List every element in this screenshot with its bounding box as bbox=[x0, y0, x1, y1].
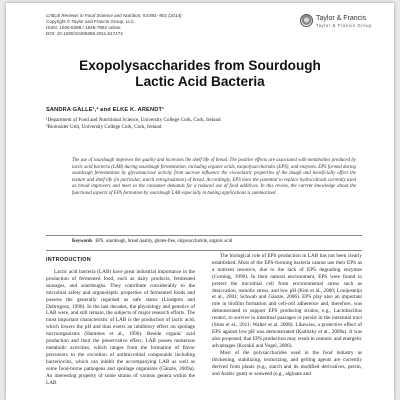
keywords bbox=[72, 239, 232, 245]
journal-info bbox=[46, 13, 266, 37]
publisher-tagline: Taylor & Francis Group bbox=[316, 23, 373, 28]
divider-bottom bbox=[46, 250, 362, 251]
article-authors: SANDRA GALLE¹,² and ELKE K. ARENDT¹ bbox=[46, 107, 165, 113]
publisher-name: Taylor & Francis bbox=[316, 15, 367, 22]
publisher-emblem-icon bbox=[300, 14, 313, 27]
journal-doi: DOI: 10.1080/10408398.2011.617474 bbox=[46, 31, 123, 36]
article-title bbox=[36, 58, 364, 90]
body-right-column-paragraph-1: The biological role of EPS production in LAB has not been clearly established. Most of the EPS-forming bacteria cannot use their EPS as a nutrient resource, due to the lack of EPS degrading enzymes (Cerning, 1990). In their natural environment, EPS were found to protect the microbial cell from environmental stress such as desiccation, osmotic stress, and low pH (Kim et al., 2000; Looijesteijn et al., 2001; Schwab and Gänzle, 2006). EPS play also an important role in biofilm formation and cell-cell adherence and, therefore, was demonstrated to support EPS producing strains, e.g., Lactobacillus reuteri, to survive in intestinal passages or persist in the intestinal tract (Sims et al., 2011; Walter et al. 2008). Likewise, a protective effect of EPS against low pH was demonstrated (Kaditzky et al., 2008a). It was also proposed, that EPS production may result in osmotic and energetic advantages (Korakli and Vogel, 2006). bbox=[212, 253, 362, 349]
body-right-column-paragraph-2: Most of the polysaccharides used in the food industry as thickening, stabilizing, texturizing, and gelling agents are currently derived from plants (e.g., starch and its modified derivatives, pectin, and Arabic gum) or seaweed (e.g., alginate and bbox=[212, 350, 362, 377]
abstract: The use of sourdough improves the quality and increases the shelf life of bread. The positive effects are associated with metabolites produced by lactic acid bacteria (LAB) during sourdough fermentation, including organic acids, exopolysaccharides (EPS), and enzymes. EPS formed during sourdough fermentation by glycansucrase activity from sucrose influence the viscoelastic properties of the dough and beneficially affect the texture and shelf life (in particular, starch retrogradation) of bread. Accordingly, EPS have the potential to replace hydrocolloids currently used as bread improvers and meet so the consumer demands for a reduced use of food additives. In this review, the current knowledge about the functional aspects of EPS formation by sourdough LAB especially in baking applications is summarized. bbox=[72, 158, 356, 196]
journal-copyright: Copyright © Taylor and Francis Group, LLC bbox=[46, 19, 135, 24]
section-heading-introduction: INTRODUCTION bbox=[46, 257, 91, 263]
keywords-label: Keywords bbox=[72, 239, 93, 244]
affiliation-2: ²Bioinsider Unit, University College Cork, Cork, Ireland bbox=[46, 124, 162, 130]
journal-issn: ISSN: 1040-8398 / 1549-7852 online bbox=[46, 25, 121, 30]
journal-citation: Critical Reviews in Food Science and Nutrition, 54:891–901 (2014) bbox=[46, 13, 182, 18]
body-left-column: Lactic acid bacteria (LAB) have great industrial importance in the production of fermented food, such as dairy products, fermented sausages, and sourdoughs. They contribute considerably to the microbial safety and organoleptic properties of fermented foods and possess the generally regarded as safe status (Lindgren and Dobrogosz, 1990). In the last decades, the physiology and genetics of LAB were, and still remain, the subjects of major research efforts. The most important characteristic of LAB is the production of lactic acid, which lowers the pH and thus exerts an inhibitory effect on spoilage microorganisms (Hammes et al., 1996). Beside organic acid production and their the preservative effect, LAB posses numerous metabolic activities, which ranges from the formation of flavor precursors to the excretion of antimicrobial compounds including bacteriocins, which can inhibit the accompanying LAB as well as some food-borne pathogens and spoilage organisms (Gänzle, 2009a). An interesting property of some strains of various genera within the LAB bbox=[46, 269, 195, 386]
divider-top bbox=[46, 235, 362, 236]
publisher-logo bbox=[300, 14, 380, 30]
paper-page bbox=[6, 3, 394, 400]
article-title-line-2: Lactic Acid Bacteria bbox=[135, 74, 265, 89]
article-title-line-1: Exopolysaccharides from Sourdough bbox=[79, 58, 321, 73]
affiliation-1: ¹Department of Food and Nutritional Science, University College Cork, Cork, Ireland bbox=[46, 117, 221, 123]
keywords-list: EPS, sourdough, bread quality, gluten-free, oligosaccharide, organic acid bbox=[95, 239, 233, 244]
